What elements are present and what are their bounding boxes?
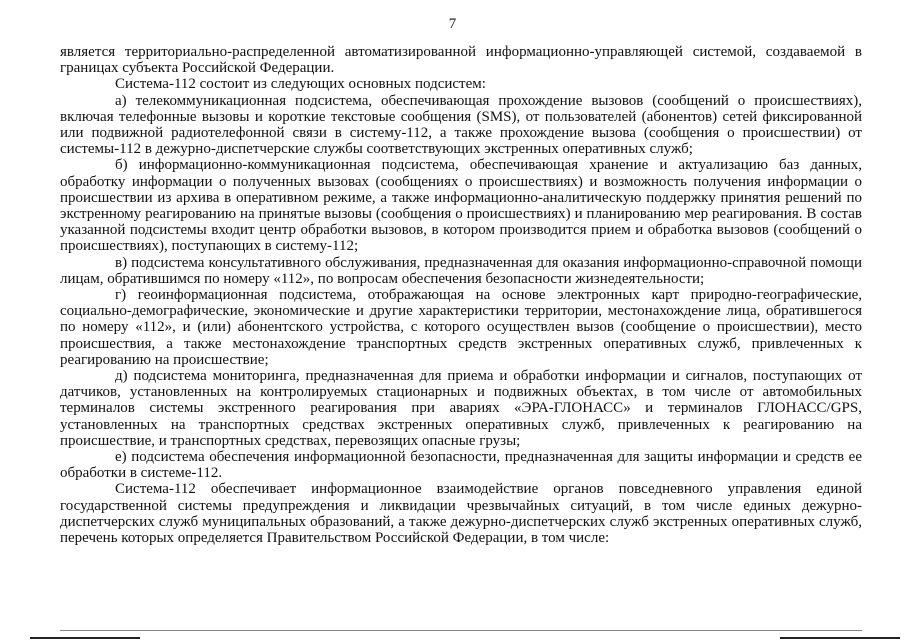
page-bottom-rule bbox=[60, 630, 862, 631]
paragraph-subsystems-intro: Система-112 состоит из следующих основных подсистем: bbox=[115, 76, 486, 93]
paragraph-interaction: Система-112 обеспечивает информационное взаимодействие органов повседневного управления единой государственной системы предупреждения и ликвидации чрезвычайных ситуаций, в том числе единых дежурно-диспетчерских служб муниципальных образований, а также дежурно-диспетчерских служб экстренных оперативных служб, перечень которых определяется Правительством Российской Федерации, в том числе: bbox=[60, 481, 862, 547]
paragraph-continuation: является территориально-распределенной автоматизированной информационно-управляющей системой, создаваемой в границах субъекта Российской Федерации. bbox=[60, 44, 862, 77]
page-number: 7 bbox=[448, 16, 457, 32]
document-body bbox=[60, 44, 862, 546]
paragraph-item-d: д) подсистема мониторинга, предназначенная для приема и обработки информации и сигналов, поступающих от датчиков, установленных на контролируемых стационарных и подвижных объектах, в том числе от автомобильных терминалов системы экстренного реагирования при авариях «ЭРА-ГЛОНАСС» и терминалов ГЛОНАСС/GPS, установленных на транспортных средствах экстренных оперативных служб, привлеченных к реагированию на происшествие, и транспортных средствах, перевозящих опасные грузы; bbox=[60, 368, 862, 449]
paragraph-item-e: е) подсистема обеспечения информационной безопасности, предназначенная для защиты информации и средств ее обработки в системе-112. bbox=[60, 449, 862, 482]
paragraph-item-g: г) геоинформационная подсистема, отображающая на основе электронных карт природно-географические, социально-демографические, экономические и другие характеристики территории, местонахождение лица, обратившегося по номеру «112», и (или) абонентского устройства, с которого осуществлен вызов (сообщение о происшествии), место происшествия, а также местонахождение транспортных средств экстренных оперативных служб, привлеченных к реагированию на происшествие; bbox=[60, 287, 862, 368]
scan-edge-mark-left bbox=[30, 637, 140, 639]
paragraph-item-a: а) телекоммуникационная подсистема, обеспечивающая прохождение вызовов (сообщений о происшествиях), включая телефонные вызовы и короткие текстовые сообщения (SMS), от пользователей (абонентов) сетей фиксированной или подвижной радиотелефонной связи в систему-112, а также прохождение вызова (сообщения о происшествии) от системы-112 в дежурно-диспетчерские службы соответствующих экстренных оперативных служб; bbox=[60, 92, 862, 158]
scan-edge-mark-right bbox=[780, 637, 900, 639]
paragraph-item-v: в) подсистема консультативного обслуживания, предназначенная для оказания информационно-справочной помощи лицам, обратившимся по номеру «112», по вопросам обеспечения безопасности жизнедеятельности; bbox=[60, 254, 862, 287]
paragraph-item-b: б) информационно-коммуникационная подсистема, обеспечивающая хранение и актуализацию баз данных, обработку информации о полученных вызовах (сообщениях о происшествиях) и возможность получения информации о происшествии из архива в оперативном режиме, а также информационно-аналитическую поддержку принятия решений по экстренному реагированию на принятые вызовы (сообщения о происшествиях) и планированию мер реагирования. В состав указанной подсистемы входит центр обработки вызовов, в котором производится прием и обработка вызовов (сообщений о происшествиях), поступающих в систему-112; bbox=[60, 157, 862, 255]
